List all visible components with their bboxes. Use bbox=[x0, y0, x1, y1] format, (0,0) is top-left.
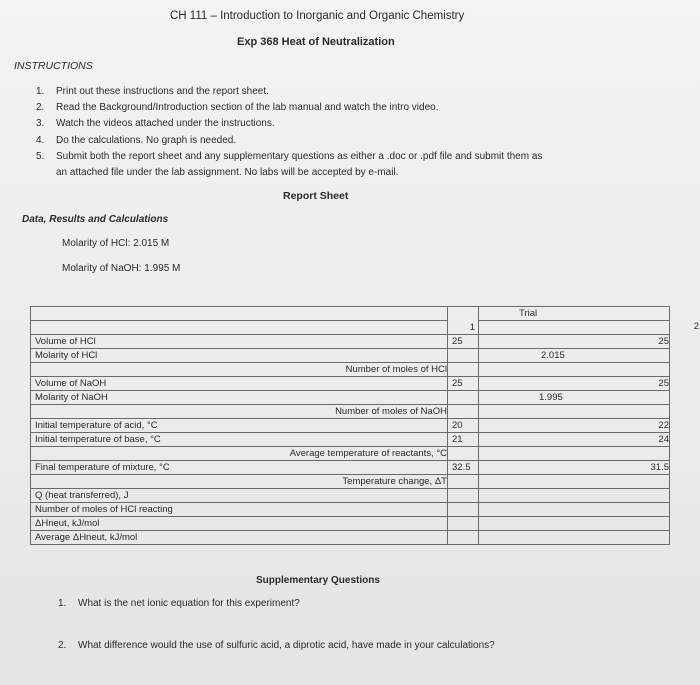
table-row bbox=[31, 531, 670, 545]
cell-value: 25 bbox=[658, 336, 669, 347]
trial-1-header: 1 bbox=[469, 322, 475, 333]
row-label: ΔHneut, kJ/mol bbox=[35, 518, 100, 529]
question-number: 2. bbox=[58, 640, 67, 651]
list-item: 3. Watch the videos attached under the instructions. bbox=[36, 118, 275, 130]
row-label: Number of moles of NaOH bbox=[335, 406, 447, 417]
list-item: 5. Submit both the report sheet and any supplementary questions as either a .doc or .pdf file and submit them as bbox=[36, 150, 543, 162]
cell-value: 25 bbox=[452, 378, 463, 389]
cell-value: 32.5 bbox=[452, 462, 471, 473]
molarity-naoh: Molarity of NaOH: 1.995 M bbox=[62, 263, 181, 274]
row-label: Average ΔHneut, kJ/mol bbox=[35, 532, 138, 543]
cell-value: 24 bbox=[658, 434, 669, 445]
course-title: CH 111 – Introduction to Inorganic and Organic Chemistry bbox=[170, 10, 465, 22]
list-item: 2. Read the Background/Introduction section of the lab manual and watch the intro video. bbox=[36, 102, 439, 114]
table-row bbox=[31, 321, 670, 335]
cell-value: 21 bbox=[452, 434, 463, 445]
table-row bbox=[31, 419, 670, 433]
row-label: Molarity of NaOH bbox=[35, 392, 108, 403]
row-label: Number of moles of HCl reacting bbox=[35, 504, 173, 515]
question-number: 1. bbox=[58, 598, 67, 609]
data-section-heading: Data, Results and Calculations bbox=[22, 214, 169, 225]
list-item-continuation: an attached file under the lab assignment. No labs will be accepted by e-mail. bbox=[56, 167, 399, 179]
table-row bbox=[31, 433, 670, 447]
table-row bbox=[31, 489, 670, 503]
cell-value: 25 bbox=[658, 378, 669, 389]
table-row bbox=[31, 391, 670, 405]
question-2 bbox=[58, 640, 495, 651]
table-row bbox=[31, 517, 670, 531]
table-row bbox=[31, 405, 670, 419]
row-label: Final temperature of mixture, °C bbox=[35, 462, 170, 473]
row-label: Number of moles of HCl bbox=[345, 364, 447, 375]
table-row bbox=[31, 503, 670, 517]
cell-value: 1.995 bbox=[539, 392, 563, 403]
table-row bbox=[31, 363, 670, 377]
row-label: Q (heat transferred), J bbox=[35, 490, 129, 501]
cell-value: 2.015 bbox=[541, 350, 565, 361]
question-text: What difference would the use of sulfuric acid, a diprotic acid, have made in your calculations? bbox=[78, 640, 495, 651]
molarity-hcl: Molarity of HCl: 2.015 M bbox=[62, 238, 170, 249]
row-label: Initial temperature of base, °C bbox=[35, 434, 161, 445]
question-text: What is the net ionic equation for this experiment? bbox=[78, 598, 300, 609]
cell-value: 22 bbox=[658, 420, 669, 431]
table-row bbox=[31, 349, 670, 363]
report-sheet-title: Report Sheet bbox=[283, 190, 349, 202]
cell-value: 25 bbox=[452, 336, 463, 347]
instructions-heading: INSTRUCTIONS bbox=[14, 60, 93, 72]
question-1 bbox=[58, 598, 300, 609]
cell-value: 20 bbox=[452, 420, 463, 431]
table-row bbox=[31, 377, 670, 391]
data-table bbox=[30, 306, 699, 545]
experiment-title: Exp 368 Heat of Neutralization bbox=[237, 36, 395, 48]
row-label: Molarity of HCl bbox=[35, 350, 98, 361]
cell-value: 31.5 bbox=[650, 462, 669, 473]
row-label: Temperature change, ΔT bbox=[342, 476, 447, 487]
supplementary-heading: Supplementary Questions bbox=[256, 575, 380, 586]
table-row bbox=[31, 307, 670, 321]
table-row bbox=[31, 447, 670, 461]
table-row bbox=[31, 335, 670, 349]
row-label: Volume of NaOH bbox=[35, 378, 107, 389]
trial-2-header: 2 bbox=[693, 321, 699, 332]
trial-header: Trial bbox=[519, 308, 538, 319]
table-row bbox=[31, 461, 670, 475]
row-label: Initial temperature of acid, °C bbox=[35, 420, 158, 431]
list-item: 4. Do the calculations. No graph is needed. bbox=[36, 134, 237, 146]
list-item: 1. Print out these instructions and the report sheet. bbox=[36, 86, 269, 97]
instructions-list bbox=[36, 84, 542, 181]
row-label: Volume of HCl bbox=[35, 336, 96, 347]
table-row bbox=[31, 475, 670, 489]
row-label: Average temperature of reactants, °C bbox=[289, 448, 447, 459]
